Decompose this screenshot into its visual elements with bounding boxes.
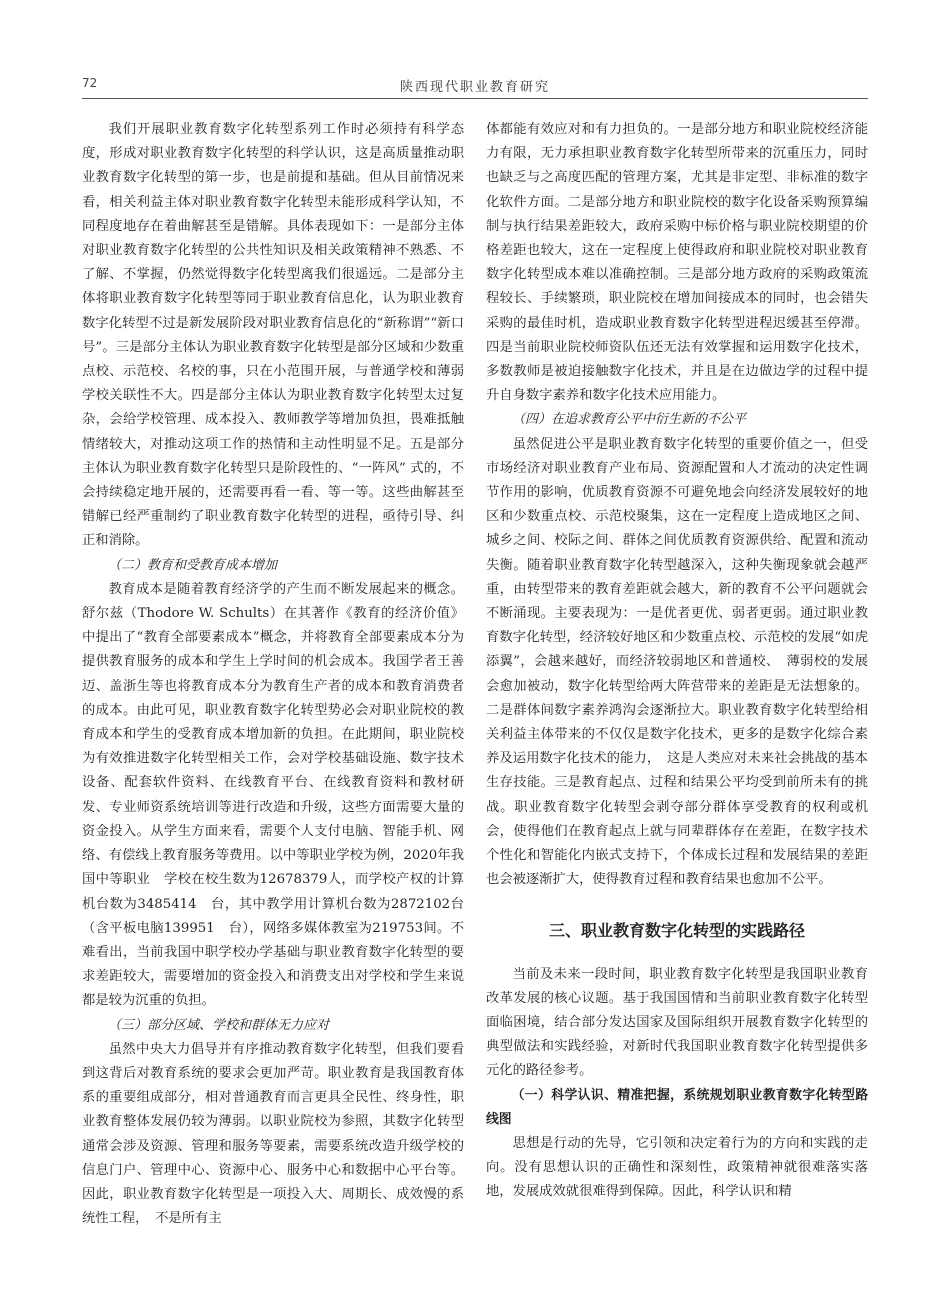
paragraph: 当前及未来一段时间，职业教育数字化转型是我国职业教育改革发展的核心议题。基于我国国情和当前职业教育数字化转型面临困境，结合部分发达国家及国际组织开展教育数字化转型的典型做法和实践经验，对新时代我国职业教育数字化转型提供多元化的路径参考。	[486, 966, 868, 1079]
paragraph: 虽然中央大力倡导并有序推动教育数字化转型，但我们要看到这背后对教育系统的要求会更加严苛。职业教育是我国教育体系的重要组成部分，相对普通教育而言更具全民性、终身性，职业教育整体发展仍较为薄弱。以职业院校为参照，其数字化转型通常会涉及资源、管理和服务等要素，需要系统改造升级学校的信息门户、管理中心、资源中心、服务中心和数据中心平台等。因此，职业教育数字化转型是一项投入大、周期长、成效慢的系统性工程， 不是所有主	[82, 1041, 464, 1227]
paragraph: 思想是行动的先导，它引领和决定着行为的方向和实践的走向。没有思想认识的正确性和深刻性，政策精神就很难落实落地，发展成效就很难得到保障。因此，科学认识和精	[486, 1135, 868, 1200]
subsection-heading: （三）部分区域、学校和群体无力应对	[108, 1017, 330, 1033]
paragraph: 体都能有效应对和有力担负的。一是部分地方和职业院校经济能力有限，无力承担职业教育数字化转型所带来的沉重压力，同时也缺乏与之高度匹配的管理方案，尤其是非定型、非标准的数字化软件方面。二是部分地方和职业院校的数字化设备采购预算编制与执行结果差距较大，政府采购中标价格与职业院校期望的价格差距也较大，这在一定程度上使得政府和职业院校对职业教育数字化转型成本难以准确控制。三是部分地方政府的采购政策流程较长、手续繁琐，职业院校在增加间接成本的同时，也会错失采购的最佳时机，造成职业教育数字化转型进程迟缓甚至停滞。四是当前职业院校师资队伍还无法有效掌握和运用数字化技术，多数教师是被迫接触数字化技术，并且是在边做边学的过程中提升自身数字素养和数字化技术应用能力。	[486, 122, 868, 404]
paragraph: 我们开展职业教育数字化转型系列工作时必须持有科学态度，形成对职业教育数字化转型的科学认识，这是高质量推动职业教育数字化转型的第一步，也是前提和基础。但从目前情况来看，相关利益主体对职业教育数字化转型未能形成科学认知，不同程度地存在着曲解甚至是错解。具体表现如下：一是部分主体对职业教育数字化转型的公共性知识及相关政策精神不熟悉、不了解、不掌握，仍然觉得数字化转型离我们很遥远。二是部分主体将职业教育数字化转型等同于职业教育信息化，认为职业教育数字化转型不过是新发展阶段对职业教育信息化的“新称谓”“新口号”。三是部分主体认为职业教育数字化转型是部分区域和少数重点校、示范校、名校的事，只在小范围开展，与普通学校和薄弱学校关联性不大。四是部分主体认为职业教育数字化转型太过复杂，会给学校管理、成本投入、教师教学等增加负担，畏难抵触情绪较大，对推动这项工作的热情和主动性明显不足。五是部分主体认为职业教育数字化转型只是阶段性的、“一阵风” 式的，不会持续稳定地开展的，还需要再看一看、等一等。这些曲解甚至错解已经严重制约了职业教育数字化转型的进程，亟待引导、纠正和消除。	[82, 122, 464, 549]
paragraph: 教育成本是随着教育经济学的产生而不断发展起来的概念。舒尔兹（Thodore W. Schults）在其著作《教育的经济价值》中提出了“教育全部要素成本”概念，并将教育全部要素成本分为提供教育服务的成本和学生上学时间的机会成本。我国学者王善迈、盖浙生等也将教育成本分为教育生产者的成本和教育消费者的成本。由此可见，职业教育数字化转型势必会对职业院校的教育成本和学生的受教育成本增加新的负担。在此期间，职业院校为有效推进数字化转型相关工作，会对学校基础设施、数字技术设备、配套软件资料、在线教育平台、在线教育资料和教材研发、专业师资系统培训等进行改造和升级，这些方面需要大量的资金投入。从学生方面来看，需要个人支付电脑、智能手机、网络、有偿线上教育服务等费用。以中等职业学校为例，2020年我国中等职业 学校在校生数为12678379人，而学校产权的计算机台数为3485414 台，其中教学用计算机台数为2872102台（含平板电脑139951 台），网络多媒体教室为219753间。不难看出，当前我国中职学校办学基础与职业教育数字化转型的要求差距较大，需要增加的资金投入和消费支出对学校和学生来说都是较为沉重的负担。	[82, 581, 464, 1009]
paragraph: 虽然促进公平是职业教育数字化转型的重要价值之一，但受市场经济对职业教育产业布局、资源配置和人才流动的决定性调节作用的影响，优质教育资源不可避免地会向经济发展较好的地区和少数重点校、示范校聚集，这在一定程度上造成地区之间、城乡之间、校际之间、群体之间优质教育资源供给、配置和流动失衡。随着职业教育数字化转型越深入，这种失衡现象就会越严重，由转型带来的教育差距就会越大，新的教育不公平问题就会不断涌现。主要表现为：一是优者更优、弱者更弱。通过职业教育数字化转型，经济较好地区和少数重点校、示范校的发展“如虎添翼”，会越来越好，而经济较弱地区和普通校、 薄弱校的发展会愈加被动，数字化转型给两大阵营带来的差距是无法想象的。二是群体间数字素养鸿沟会逐渐拉大。职业教育数字化转型给相关利益主体带来的不仅仅是数字化技术，更多的是数字化综合素养及运用数字化技术的能力， 这是人类应对未来社会挑战的基本生存技能。三是教育起点、过程和结果公平均受到前所未有的挑战。职业教育数字化转型会剥夺部分群体享受教育的权利或机会，使得他们在教育起点上就与同辈群体存在差距，在数字技术个性化和智能化内嵌式支持下，个体成长过程和发展结果的差距也会被逐渐扩大，使得教育过程和教育结果也愈加不公平。	[486, 436, 868, 888]
journal-title: 陕西现代职业教育研究	[399, 80, 550, 95]
page-number: 72	[82, 76, 98, 90]
subsection-heading: （四）在追求教育公平中衍生新的不公平	[512, 412, 747, 428]
section-title: 三、职业教育数字化转型的实践路径	[548, 920, 805, 940]
subsection-heading: （二）教育和受教育成本增加	[108, 557, 278, 573]
left-column	[82, 118, 464, 1231]
right-column	[486, 118, 868, 1205]
header-divider	[82, 98, 868, 99]
page-header	[82, 76, 868, 98]
subsection-heading: （一）科学认识、精准把握，系统规划职业教育数字化转型路线图	[486, 1087, 868, 1127]
